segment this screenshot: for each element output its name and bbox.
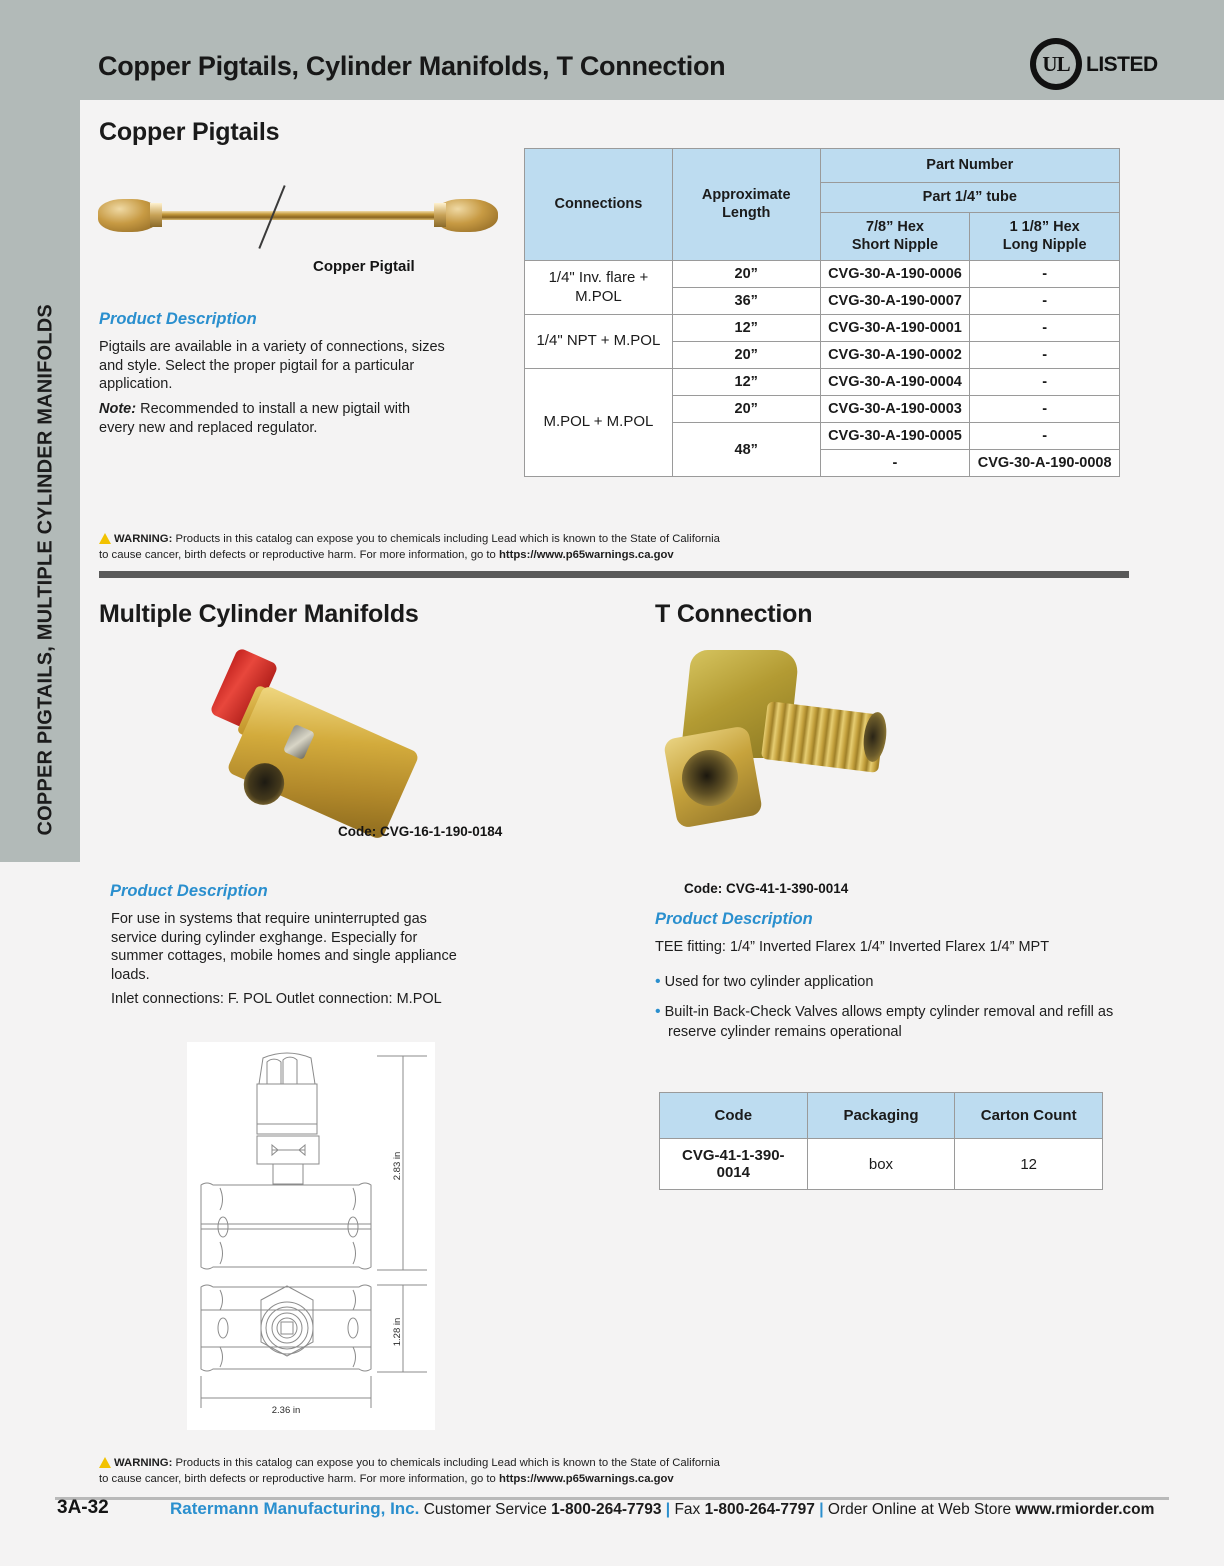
- tee-code-caption: Code: CVG-41-1-390-0014: [684, 881, 849, 896]
- list-item-text: Built-in Back-Check Valves allows empty cylinder removal and refill as reserve cylinder remains operational: [664, 1003, 1114, 1040]
- footer-cs-phone: 1-800-264-7793: [551, 1501, 662, 1518]
- pigtails-note-body: Recommended to install a new pigtail with every new and replaced regulator.: [99, 401, 411, 436]
- section-title-t-connection: T Connection: [655, 600, 813, 628]
- dim-height2-label: 1.28 in: [392, 1317, 403, 1347]
- section-divider: [99, 571, 1129, 578]
- cell-long-nipple-part: -: [970, 423, 1120, 450]
- header-short-nipple: [820, 213, 970, 261]
- list-item: [655, 972, 1115, 993]
- warning-triangle-icon: [99, 533, 111, 544]
- cell-length: 20”: [672, 261, 820, 288]
- footer-fax-phone: 1-800-264-7797: [704, 1501, 815, 1518]
- dim-height-label: 2.83 in: [392, 1151, 403, 1181]
- footer-separator-2: |: [819, 1501, 824, 1518]
- manifold-code-caption: Code: CVG-16-1-190-0184: [338, 824, 503, 839]
- bullet-dot-icon: •: [655, 1002, 661, 1020]
- connection-1-line2: M.POL: [575, 287, 622, 305]
- connection-1-line1: 1/4" Inv. flare +: [548, 268, 649, 286]
- ul-listed-text: LISTED: [1086, 53, 1158, 76]
- pigtails-product-description-heading: Product Description: [99, 310, 257, 328]
- footer-order-url: www.rmiorder.com: [1015, 1501, 1155, 1518]
- cell-length: 36”: [672, 288, 820, 315]
- tconnection-product-description-body: TEE fitting: 1/4” Inverted Flarex 1/4” Inverted Flarex 1/4” MPT: [655, 939, 1050, 955]
- tconnection-bullets: [655, 963, 1115, 1041]
- header-code: Code: [660, 1093, 808, 1139]
- warning-line2-pre: to cause cancer, birth defects or reproductive harm. For more information, go to: [99, 549, 499, 562]
- cell-long-nipple-part: -: [970, 342, 1120, 369]
- cell-short-nipple-part: CVG-30-A-190-0002: [820, 342, 970, 369]
- header-short-nipple-line2: Short Nipple: [851, 236, 939, 253]
- page-title: Copper Pigtails, Cylinder Manifolds, T Connection: [98, 51, 726, 81]
- cell-length: 48”: [672, 423, 820, 477]
- list-item-text: Used for two cylinder application: [664, 974, 874, 990]
- t-connection-packaging-table: [659, 1092, 1103, 1190]
- footer-fax-label: Fax: [674, 1501, 705, 1518]
- cell-connection-2: 1/4" NPT + M.POL: [525, 315, 673, 369]
- cell-connection-1: [525, 261, 673, 315]
- warning-label: WARNING:: [114, 533, 173, 545]
- table-row: [525, 261, 1120, 288]
- warning-block-bottom: [99, 1455, 819, 1488]
- footer-company-name: Ratermann Manufacturing, Inc.: [170, 1499, 420, 1518]
- manifolds-connections-text: Inlet connections: F. POL Outlet connection: M.POL: [111, 991, 442, 1007]
- copper-pigtail-photo: [98, 185, 498, 245]
- cell-short-nipple-part: CVG-30-A-190-0005: [820, 423, 970, 450]
- warning-line1: Products in this catalog can expose you to chemicals including Lead which is known to the State of California: [172, 1457, 720, 1469]
- cell-short-nipple-part: CVG-30-A-190-0004: [820, 369, 970, 396]
- cell-length: 20”: [672, 342, 820, 369]
- ul-listed-logo: [1030, 38, 1180, 90]
- warning-line2-pre: to cause cancer, birth defects or reproductive harm. For more information, go to: [99, 1473, 499, 1486]
- pigtails-note: [99, 400, 439, 437]
- pigtails-note-label: Note:: [99, 401, 137, 417]
- warning-label: WARNING:: [114, 1457, 173, 1469]
- header-connections: Connections: [525, 149, 673, 261]
- header-long-nipple-line2: Long Nipple: [1002, 236, 1087, 253]
- dim-width-label: 2.36 in: [271, 1405, 301, 1416]
- header-part-number: Part Number: [820, 149, 1119, 183]
- cell-long-nipple-part: CVG-30-A-190-0008: [970, 450, 1120, 477]
- warning-url: https://www.p65warnings.ca.gov: [498, 1473, 674, 1486]
- copper-pigtails-part-table: [524, 148, 1120, 477]
- warning-triangle-icon: [99, 1457, 111, 1468]
- cell-length: 12”: [672, 369, 820, 396]
- cell-short-nipple-part: CVG-30-A-190-0007: [820, 288, 970, 315]
- header-long-nipple-line1: 1 1/8” Hex: [1009, 219, 1080, 236]
- header-part-quarter-tube: Part 1/4” tube: [820, 183, 1119, 213]
- cell-carton-count: 12: [955, 1139, 1103, 1190]
- pigtail-rod: [150, 211, 450, 220]
- cell-short-nipple-part: CVG-30-A-190-0001: [820, 315, 970, 342]
- cell-length: 20”: [672, 396, 820, 423]
- manifolds-product-description-heading: Product Description: [110, 882, 268, 900]
- warning-url: https://www.p65warnings.ca.gov: [498, 549, 674, 562]
- cell-long-nipple-part: -: [970, 315, 1120, 342]
- manifold-dimensional-drawing: [187, 1042, 435, 1430]
- manifolds-product-description-body: For use in systems that require uninterrupted gas service during cylinder exghange. Especially for summer cottages, mobile homes and single appliance loads.: [111, 911, 457, 983]
- table-header-row: [660, 1093, 1103, 1139]
- header-packaging: Packaging: [807, 1093, 955, 1139]
- cell-packaging: box: [807, 1139, 955, 1190]
- copper-pigtail-caption: Copper Pigtail: [313, 258, 415, 275]
- section-title-multiple-cylinder-manifolds: Multiple Cylinder Manifolds: [99, 600, 419, 628]
- drawing-svg: [187, 1042, 435, 1430]
- bullet-dot-icon: •: [655, 973, 661, 990]
- warning-block-top: [99, 531, 819, 564]
- tconnection-product-description-heading: Product Description: [655, 910, 813, 928]
- warning-line1: Products in this catalog can expose you to chemicals including Lead which is known to the State of California: [172, 533, 720, 545]
- header-carton-count: Carton Count: [955, 1093, 1103, 1139]
- table-row: [525, 369, 1120, 396]
- footer-cs-label: Customer Service: [423, 1501, 552, 1518]
- side-tab-band: [0, 100, 80, 862]
- footer-order-label: Order Online at Web Store: [827, 1501, 1016, 1518]
- ul-mark-text: UL: [1036, 44, 1076, 84]
- header-long-nipple: [970, 213, 1120, 261]
- header-short-nipple-line1: 7/8” Hex: [865, 219, 924, 236]
- cell-long-nipple-part: -: [970, 396, 1120, 423]
- cell-long-nipple-part: -: [970, 261, 1120, 288]
- footer-page-number: 3A-32: [57, 1497, 109, 1518]
- list-item: [655, 1002, 1115, 1042]
- pigtail-nut-left: [150, 203, 162, 227]
- manifold-product-photo: [196, 645, 436, 845]
- cell-short-nipple-part: -: [820, 450, 970, 477]
- cell-long-nipple-part: -: [970, 288, 1120, 315]
- pigtail-nut-right: [434, 203, 446, 227]
- header-approximate-length: Approximate Length: [672, 149, 820, 261]
- cell-length: 12”: [672, 315, 820, 342]
- pigtails-product-description-body: Pigtails are available in a variety of connections, sizes and style. Select the proper pigtail for a particular application.: [99, 339, 445, 393]
- side-tab-label: COPPER PIGTAILS, MULTIPLE CYLINDER MANIFOLDS: [34, 304, 57, 836]
- section-title-copper-pigtails: Copper Pigtails: [99, 118, 280, 146]
- cell-short-nipple-part: CVG-30-A-190-0006: [820, 261, 970, 288]
- manifold-brass-body: [226, 685, 420, 841]
- cell-long-nipple-part: -: [970, 369, 1120, 396]
- cell-short-nipple-part: CVG-30-A-190-0003: [820, 396, 970, 423]
- table-header-row: [525, 149, 1120, 183]
- table-row: [525, 315, 1120, 342]
- tee-product-photo: [668, 650, 898, 830]
- footer-separator-1: |: [665, 1501, 671, 1518]
- footer-contact-line: [170, 1499, 1154, 1519]
- cell-code: CVG-41-1-390-0014: [660, 1139, 808, 1190]
- table-row: [660, 1139, 1103, 1190]
- cell-connection-3: M.POL + M.POL: [525, 369, 673, 477]
- ul-circle-icon: [1030, 38, 1082, 90]
